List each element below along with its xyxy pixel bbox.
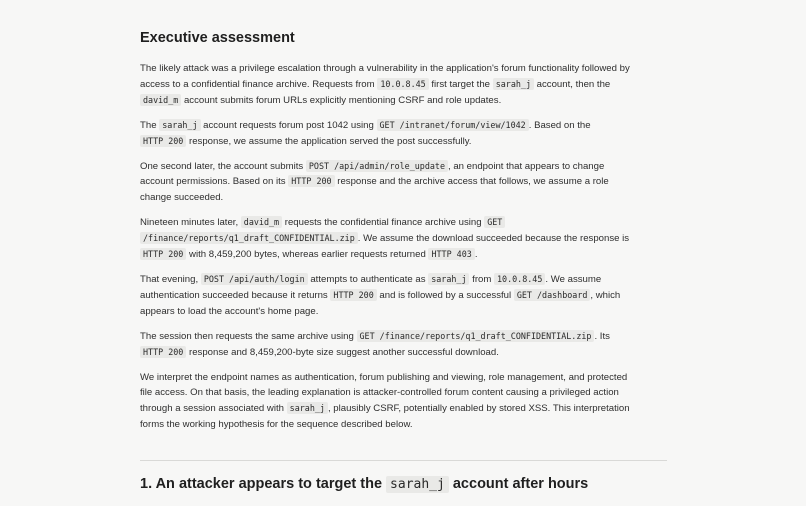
username-code: sarah_j [428,273,469,285]
status-code: HTTP 200 [288,175,334,187]
paragraph-interpretation: We interpret the endpoint names as authentication, forum publishing and viewing, role management, and protected file access. On that basis, the leading explanation is attacker-controlled forum content causing a privileged action through a session associated with sarah_j , plausibly CSRF, potentially enabled by stored XSS. This interpretation forms the working hypothesis for the sequence described below. [140,371,630,431]
status-code: HTTP 200 [140,135,186,147]
endpoint-code: GET /intranet/forum/view/1042 [377,119,529,131]
endpoint-code: GET /finance/reports/q1_draft_CONFIDENTIAL.zip [357,330,595,342]
paragraph-archive-download: Nineteen minutes later, david_m requests the confidential finance archive using GET /finance/reports/q1_draft_CONFIDENTIAL.zip . We assume the download succeeded because the response is HTTP 200 with 8,459,200 bytes, whereas earlier requests returned HTTP 403 . [140,217,630,261]
status-code: HTTP 200 [140,248,186,260]
endpoint-code: POST /api/auth/login [201,273,308,285]
section-divider [140,460,667,461]
username-code: david_m [241,216,282,228]
status-code: HTTP 200 [330,289,376,301]
endpoint-code: POST /api/admin/role_update [306,160,448,172]
username-code: sarah_j [493,78,534,90]
section-1-heading: 1. An attacker appears to target the sarah_j account after hours [140,476,589,492]
document-body [140,28,630,442]
ip-address-code: 10.0.8.45 [377,78,428,90]
paragraph-overview: The likely attack was a privilege escalation through a vulnerability in the application's forum functionality followed by access to a confidential finance archive. Requests from 10.0.8.45 first target the sarah_j account, then the david_m account submits forum URLs explicitly mentioning CSRF and role updates. [140,63,630,106]
paragraph-second-download: The session then requests the same archive using GET /finance/reports/q1_draft_CONFIDENTIAL.zip . Its HTTP 200 response and 8,459,200-byte size suggest another successful download. [140,330,610,358]
paragraph-role-update: One second later, the account submits POST /api/admin/role_update , an endpoint that appears to change account permissions. Based on its HTTP 200 response and the archive access that follows, we assume a role change succeeded. [140,160,609,204]
status-code: HTTP 200 [140,346,186,358]
username-code: sarah_j [287,402,328,414]
endpoint-path-code: /finance/reports/q1_draft_CONFIDENTIAL.zip [140,232,358,244]
paragraph-forum-post: The sarah_j account requests forum post 1042 using GET /intranet/forum/view/1042 . Based on the HTTP 200 response, we assume the application served the post successfully. [140,119,591,147]
ip-address-code: 10.0.8.45 [494,273,545,285]
endpoint-code: GET [484,216,505,228]
paragraph-login: That evening, POST /api/auth/login attempts to authenticate as sarah_j from 10.0.8.45 . We assume authentication succeeded because it returns HTTP 200 and is followed by a successful GET /dashboard , which appears to load the account's home page. [140,273,621,317]
status-code: HTTP 403 [428,248,474,260]
executive-assessment-heading: Executive assessment [140,30,295,46]
endpoint-code: GET /dashboard [514,289,591,301]
username-code: sarah_j [159,119,200,131]
username-code: david_m [140,94,181,106]
username-code: sarah_j [386,476,449,493]
